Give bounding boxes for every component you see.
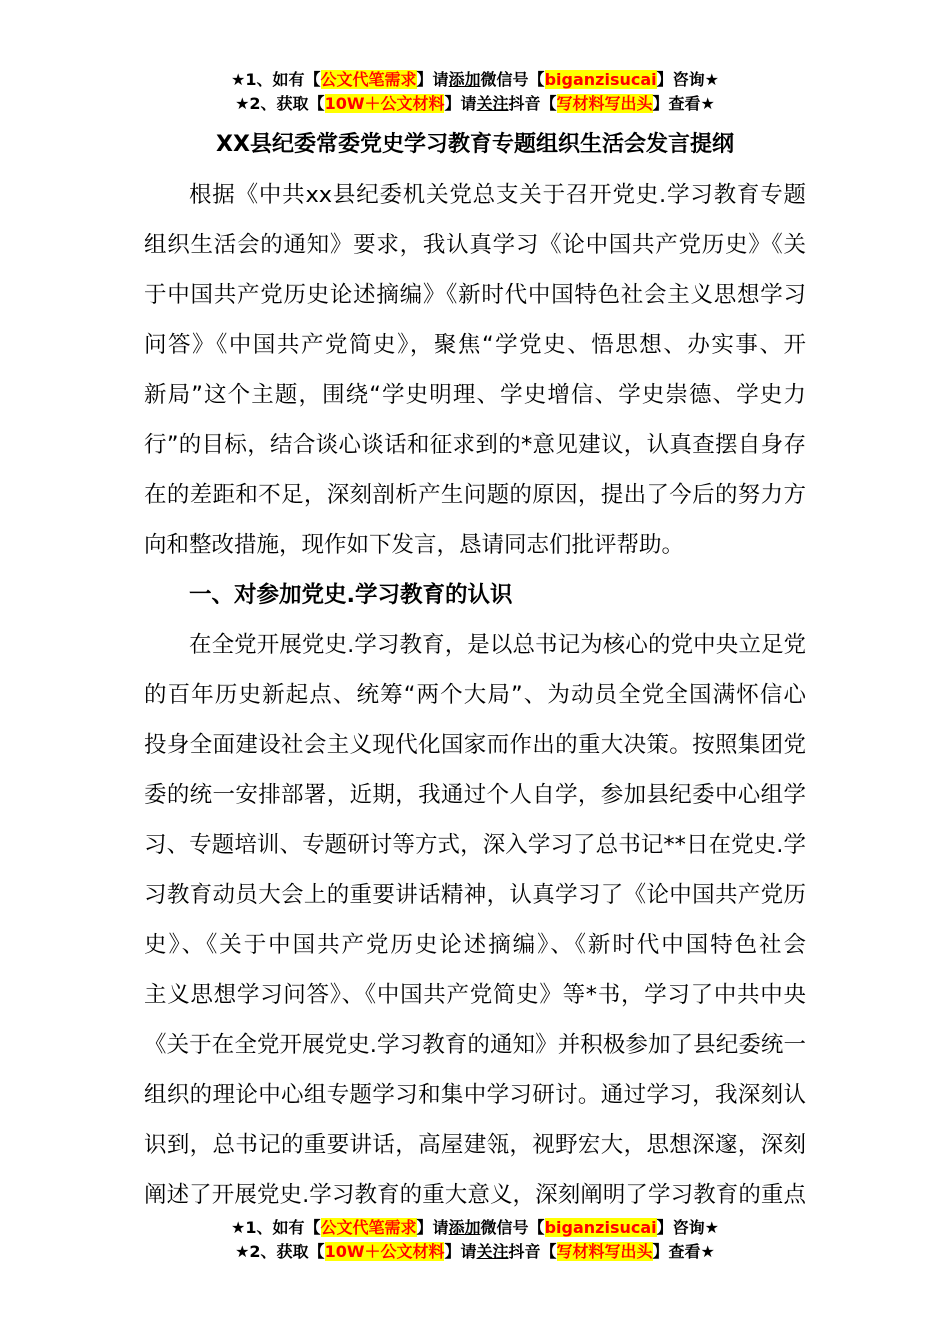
promo-text: 】请 <box>416 1218 449 1237</box>
paragraph-line: 《关于在全党开展党史.学习教育的通知》并积极参加了县纪委统一 <box>144 1032 806 1058</box>
promo-text: 微信号【 <box>480 1218 545 1237</box>
paragraph-line: 向和整改措施，现作如下发言，恳请同志们批评帮助。 <box>144 532 685 558</box>
promo-text: ★2、获取【 <box>235 94 325 113</box>
promo-line-1 <box>0 68 950 92</box>
promo-underline-follow: 关注 <box>476 94 509 113</box>
paragraph-line: 委的统一安排部署，近期，我通过个人自学，参加县纪委中心组学 <box>144 782 806 808</box>
paragraph-line: 组织的理论中心组专题学习和集中学习研讨。通过学习，我深刻认 <box>144 1082 806 1108</box>
paragraph-line: 投身全面建设社会主义现代化国家而作出的重大决策。按照集团党 <box>144 732 806 758</box>
promo-text: 】咨询★ <box>656 70 719 89</box>
promo-highlight-materials: 10W＋公文材料 <box>324 94 445 113</box>
promo-text: 】查看★ <box>652 1242 715 1261</box>
section-heading: 一、对参加党史.学习教育的认识 <box>189 582 513 608</box>
document-title: XX县纪委常委党史学习教育专题组织生活会发言提纲 <box>216 132 734 157</box>
promo-text: ★2、获取【 <box>235 1242 325 1261</box>
paragraph-line: 问答》《中国共产党简史》，聚焦“学党史、悟思想、办实事、开 <box>144 332 806 358</box>
promo-text: 微信号【 <box>480 70 545 89</box>
promo-highlight-wechat-id: biganzisucai <box>544 70 657 89</box>
promo-line-1 <box>0 1216 950 1240</box>
paragraph-line: 组织生活会的通知》要求，我认真学习《论中国共产党历史》《关 <box>144 232 806 258</box>
paragraph-line: 于中国共产党历史论述摘编》《新时代中国特色社会主义思想学习 <box>144 282 806 308</box>
footer-promo <box>0 1216 950 1264</box>
paragraph-line: 行”的目标，结合谈心谈话和征求到的*意见建议，认真查摆自身存 <box>144 432 806 458</box>
paragraph-line: 史》、《关于中国共产党历史论述摘编》、《新时代中国特色社会 <box>144 932 806 958</box>
promo-highlight-wechat-id: biganzisucai <box>544 1218 657 1237</box>
paragraph-line: 的百年历史新起点、统筹“两个大局”、为动员全党全国满怀信心 <box>144 682 806 708</box>
promo-highlight-douyin: 写材料写出头 <box>556 94 653 113</box>
paragraph-line: 习、专题培训、专题研讨等方式，深入学习了总书记**日在党史.学 <box>144 832 806 858</box>
promo-underline-add: 添加 <box>448 1218 481 1237</box>
promo-text: 】请 <box>444 1242 477 1261</box>
promo-highlight-materials: 10W＋公文材料 <box>324 1242 445 1261</box>
promo-highlight-douyin: 写材料写出头 <box>556 1242 653 1261</box>
paragraph-line: 在全党开展党史.学习教育，是以总书记为核心的党中央立足党 <box>189 632 806 658</box>
paragraph-line: 在的差距和不足，深刻剖析产生问题的原因，提出了今后的努力方 <box>144 482 806 508</box>
promo-text: 抖音【 <box>508 94 557 113</box>
promo-text: ★1、如有【 <box>231 1218 321 1237</box>
promo-highlight-service: 公文代笔需求 <box>320 70 417 89</box>
promo-line-2 <box>0 1240 950 1264</box>
paragraph-line: 识到，总书记的重要讲话，高屋建瓴，视野宏大，思想深邃，深刻 <box>144 1132 806 1158</box>
paragraph-line: 新局”这个主题，围绕“学史明理、学史增信、学史崇德、学史力 <box>144 382 806 408</box>
promo-text: 】请 <box>444 94 477 113</box>
paragraph-line: 习教育动员大会上的重要讲话精神，认真学习了《论中国共产党历 <box>144 882 806 908</box>
paragraph-line: 根据《中共xx县纪委机关党总支关于召开党史.学习教育专题 <box>189 182 806 208</box>
header-promo <box>0 68 950 116</box>
document-body <box>144 170 806 1220</box>
promo-text: 抖音【 <box>508 1242 557 1261</box>
promo-text: 】咨询★ <box>656 1218 719 1237</box>
promo-underline-follow: 关注 <box>476 1242 509 1261</box>
promo-highlight-service: 公文代笔需求 <box>320 1218 417 1237</box>
promo-text: 】请 <box>416 70 449 89</box>
promo-text: ★1、如有【 <box>231 70 321 89</box>
promo-line-2 <box>0 92 950 116</box>
promo-underline-add: 添加 <box>448 70 481 89</box>
paragraph-line: 主义思想学习问答》、《中国共产党简史》等*书，学习了中共中央 <box>144 982 806 1008</box>
paragraph-line: 阐述了开展党史.学习教育的重大意义，深刻阐明了学习教育的重点 <box>144 1182 806 1208</box>
promo-text: 】查看★ <box>652 94 715 113</box>
